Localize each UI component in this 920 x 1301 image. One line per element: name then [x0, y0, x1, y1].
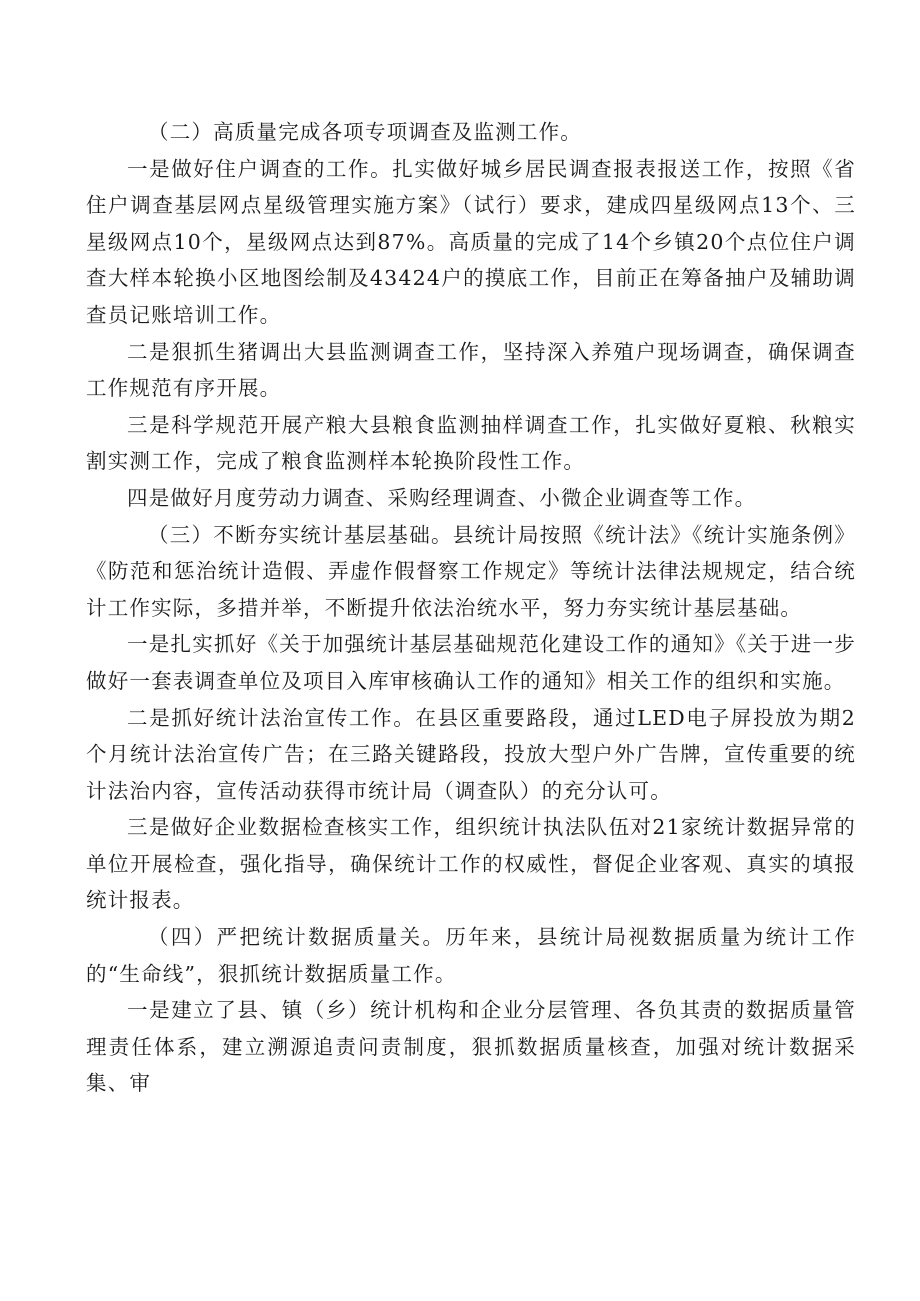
paragraph-pig-monitoring: 二是狠抓生猪调出大县监测调查工作，坚持深入养殖户现场调查，确保调查工作规范有序开展。	[86, 339, 856, 401]
section-heading-4: （四）严把统计数据质量关。历年来，县统计局视数据质量为统计工作的“生命线”，狠抓统计数据质量工作。	[86, 925, 856, 986]
paragraph-household-survey: 一是做好住户调查的工作。扎实做好城乡居民调查报表报送工作，按照《省住户调查基层网点星级管理实施方案》（试行）要求，建成四星级网点13个、三星级网点10个，星级网点达到87%。高质量的完成了14个乡镇20个点位住户调查大样本轮换小区地图绘制及43424户的摸底工作，目前正在筹备抽户及辅助调查员记账培训工作。	[86, 156, 856, 327]
section-heading-3: （三）不断夯实统计基层基础。县统计局按照《统计法》《统计实施条例》《防范和惩治统计造假、弄虚作假督察工作规定》等统计法律法规规定，结合统计工作实际，多措并举，不断提升依法治统水平，努力夯实统计基层基础。	[86, 522, 856, 620]
paragraph-grain-monitoring: 三是科学规范开展产粮大县粮食监测抽样调查工作，扎实做好夏粮、秋粮实割实测工作，完成了粮食监测样本轮换阶段性工作。	[86, 412, 856, 474]
paragraph-data-inspection: 三是做好企业数据检查核实工作，组织统计执法队伍对21家统计数据异常的单位开展检查，强化指导，确保统计工作的权威性，督促企业客观、真实的填报统计报表。	[86, 815, 856, 913]
paragraph-monthly-surveys: 四是做好月度劳动力调查、采购经理调查、小微企业调查等工作。	[127, 485, 757, 510]
paragraph-quality-responsibility: 一是建立了县、镇（乡）统计机构和企业分层管理、各负其责的数据质量管理责任体系，建立溯源追责问责制度，狠抓数据质量核查，加强对统计数据采集、审	[86, 998, 856, 1096]
paragraph-law-publicity: 二是抓好统计法治宣传工作。在县区重要路段，通过LED电子屏投放为期2个月统计法治宣传广告；在三路关键路段，投放大型户外广告牌，宣传重要的统计法治内容，宣传活动获得市统计局（调查队）的充分认可。	[86, 705, 856, 803]
section-heading-2: （二）高质量完成各项专项调查及监测工作。	[148, 120, 582, 144]
paragraph-standardization: 一是扎实抓好《关于加强统计基层基础规范化建设工作的通知》《关于进一步做好一套表调查单位及项目入库审核确认工作的通知》相关工作的组织和实施。	[86, 632, 856, 693]
document-page	[86, 114, 856, 1102]
